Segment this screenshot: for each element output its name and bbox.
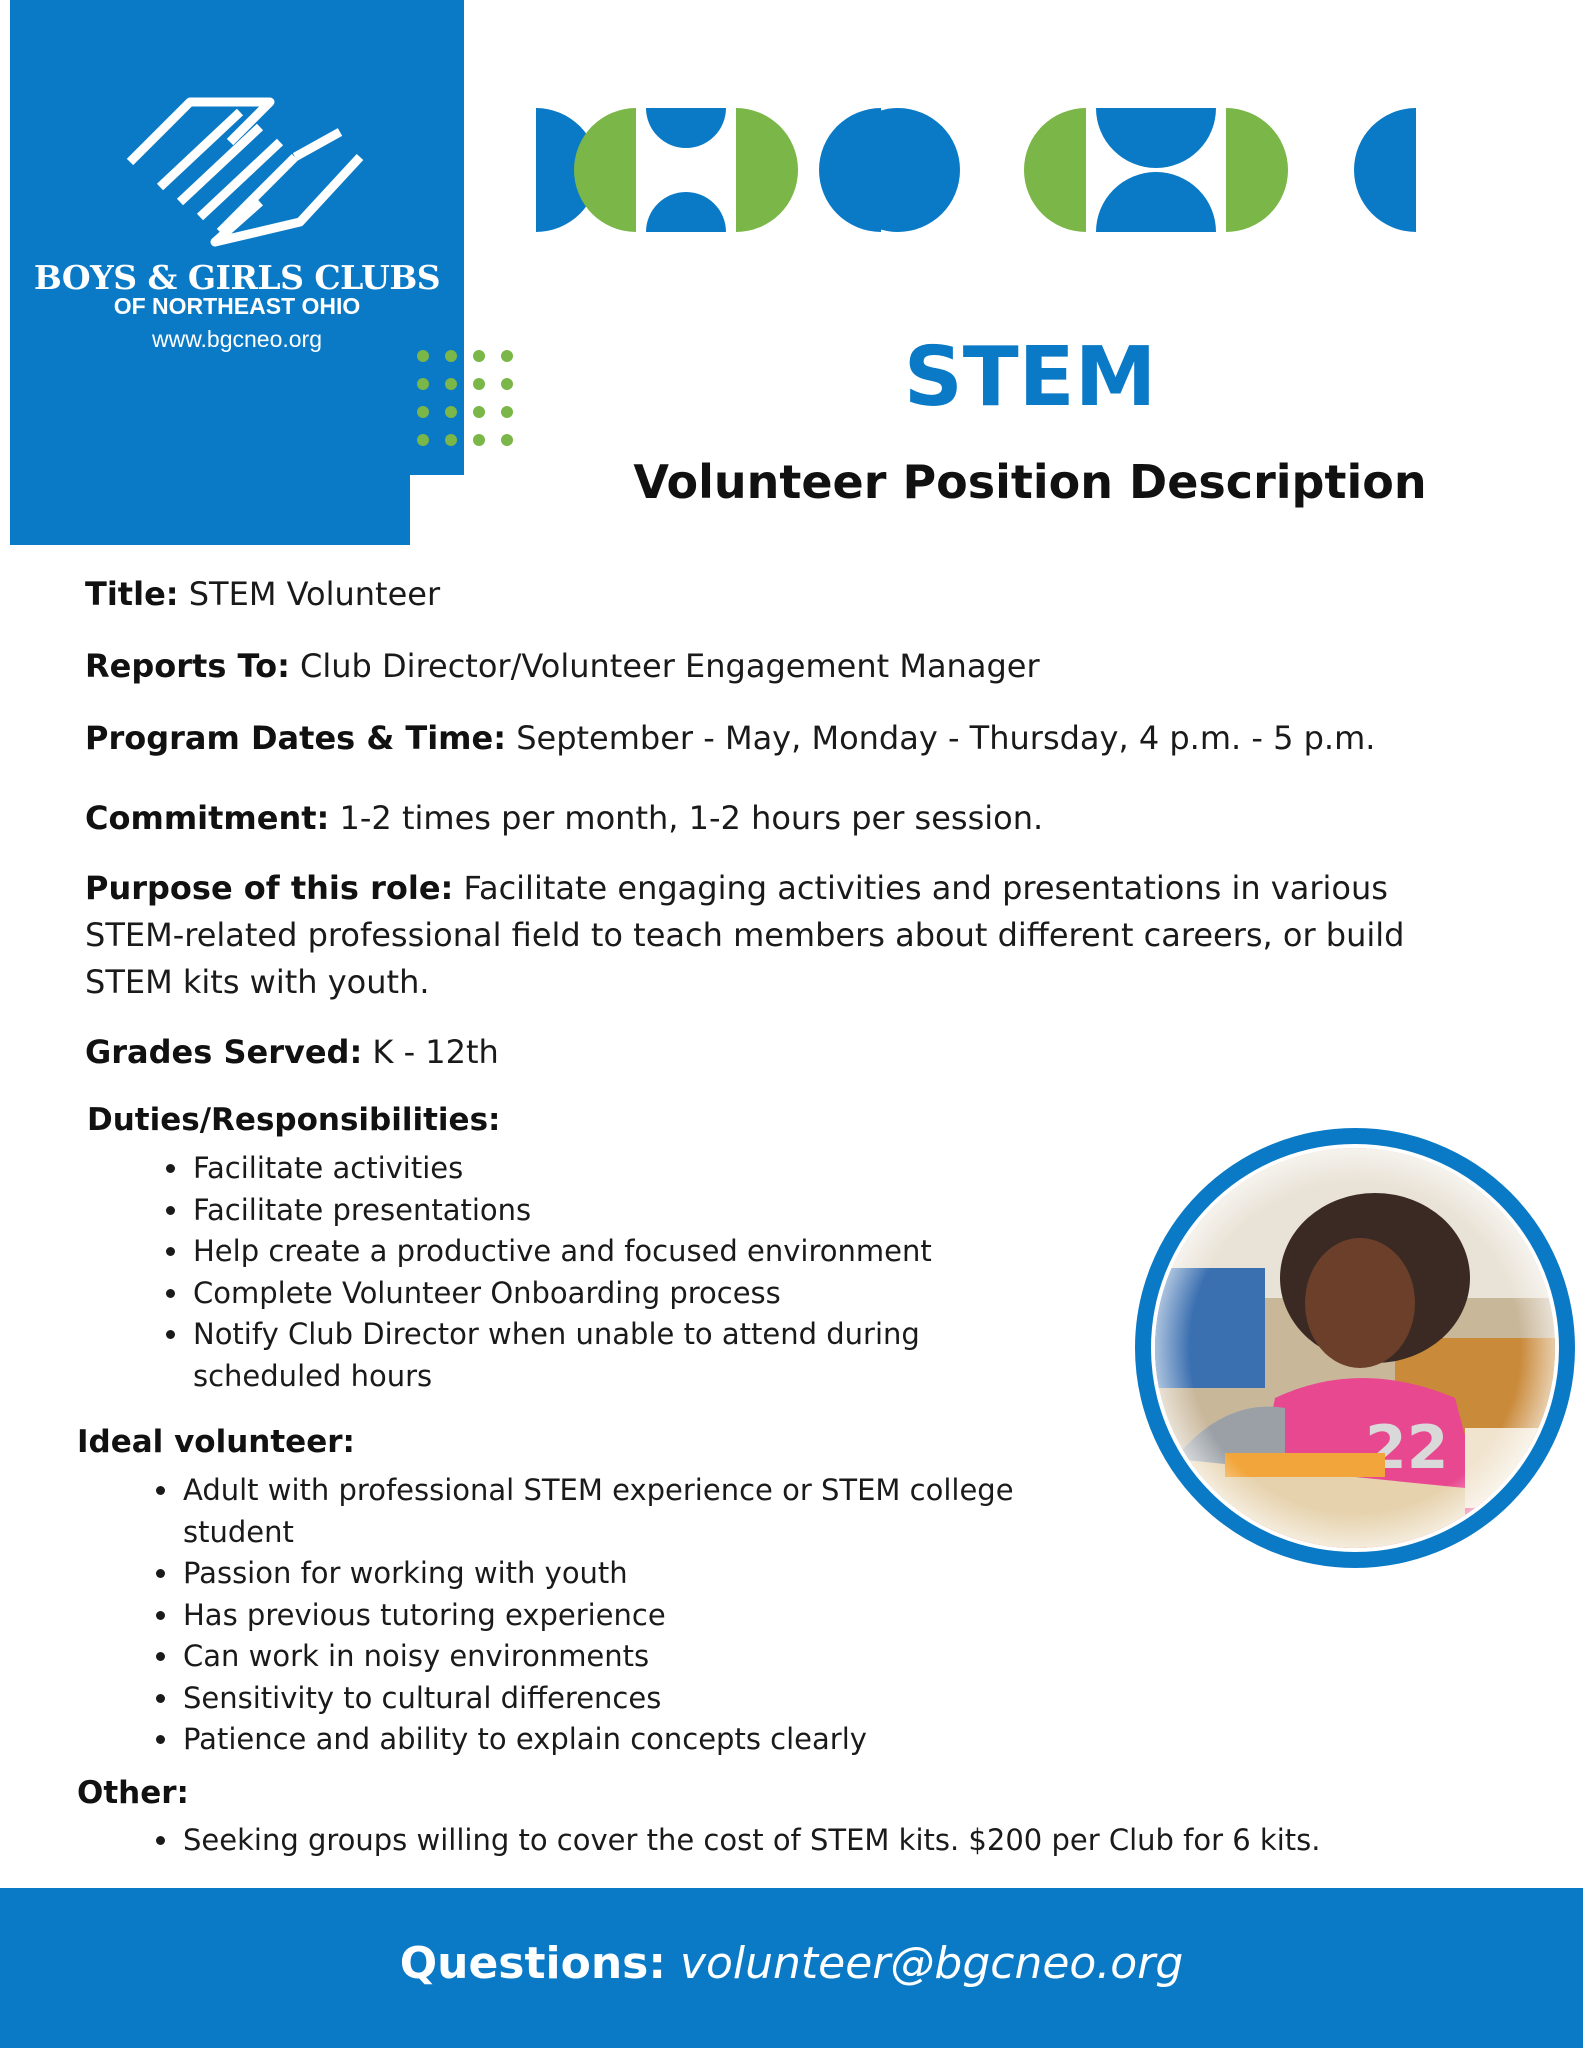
student-photo xyxy=(1135,1128,1575,1568)
field-reports-to xyxy=(85,643,1040,690)
field-commitment-value: 1-2 times per month, 1-2 hours per session. xyxy=(329,799,1044,837)
field-title-label: Title: xyxy=(85,575,179,613)
field-purpose xyxy=(85,865,1404,1006)
list-item: • Facilitate presentations xyxy=(191,1190,1011,1232)
list-item: • Adult with professional STEM experience or STEM college student xyxy=(181,1470,1063,1553)
list-item: • Can work in noisy environments xyxy=(181,1636,1081,1678)
dot-grid-decoration xyxy=(415,348,515,448)
field-grades-label: Grades Served: xyxy=(85,1033,363,1071)
list-item: • Facilitate activities xyxy=(191,1148,1011,1190)
field-commitment xyxy=(85,795,1043,842)
ideal-volunteer-list xyxy=(145,1470,1081,1761)
list-item: • Seeking groups willing to cover the cost of STEM kits. $200 per Club for 6 kits. xyxy=(181,1820,1481,1862)
other-heading: Other: xyxy=(77,1775,189,1811)
footer-questions xyxy=(0,1938,1583,1989)
field-purpose-line2: STEM-related professional field to teach members about different careers, or build xyxy=(85,916,1405,954)
list-item: • Has previous tutoring experience xyxy=(181,1595,1081,1637)
footer-questions-label: Questions: xyxy=(399,1938,666,1989)
list-item: • Sensitivity to cultural differences xyxy=(181,1678,1081,1720)
field-purpose-line3: STEM kits with youth. xyxy=(85,963,430,1001)
list-item: • Help create a productive and focused environment xyxy=(191,1231,1011,1273)
logo-name: BOYS & GIRLS CLUBS xyxy=(33,258,441,297)
page-title: STEM xyxy=(903,330,1157,425)
field-grades-value: K - 12th xyxy=(362,1033,499,1071)
logo-subtitle: OF NORTHEAST OHIO xyxy=(113,293,361,319)
duties-heading: Duties/Responsibilities: xyxy=(87,1102,501,1138)
list-item: • Patience and ability to explain concepts clearly xyxy=(181,1719,1081,1761)
field-reports-to-value: Club Director/Volunteer Engagement Manager xyxy=(289,647,1040,685)
field-purpose-label: Purpose of this role: xyxy=(85,869,454,907)
logo-notch xyxy=(410,475,464,545)
handshake-logo-icon xyxy=(120,92,370,252)
field-program-dates-value: September - May, Monday - Thursday, 4 p.m. - 5 p.m. xyxy=(506,719,1376,757)
list-item: • Notify Club Director when unable to attend during scheduled hours xyxy=(191,1314,953,1397)
footer-bar xyxy=(0,1888,1583,2048)
footer-email-link[interactable]: volunteer@bgcneo.org xyxy=(679,1938,1184,1989)
field-title-value: STEM Volunteer xyxy=(178,575,441,613)
duties-list xyxy=(155,1148,1011,1397)
geometric-pattern-decoration xyxy=(536,108,1416,232)
page-subtitle: Volunteer Position Description xyxy=(633,455,1427,509)
field-purpose-line1: Facilitate engaging activities and presentations in various xyxy=(453,869,1388,907)
other-list xyxy=(145,1820,1481,1862)
field-commitment-label: Commitment: xyxy=(85,799,330,837)
ideal-volunteer-heading: Ideal volunteer: xyxy=(77,1424,355,1460)
list-item: • Passion for working with youth xyxy=(181,1553,1081,1595)
field-reports-to-label: Reports To: xyxy=(85,647,290,685)
list-item: • Complete Volunteer Onboarding process xyxy=(191,1273,1011,1315)
field-title xyxy=(85,571,440,618)
field-program-dates-label: Program Dates & Time: xyxy=(85,719,507,757)
logo-block xyxy=(10,0,464,545)
logo-url[interactable]: www.bgcneo.org xyxy=(151,326,323,352)
field-program-dates xyxy=(85,715,1375,762)
field-grades xyxy=(85,1029,499,1076)
